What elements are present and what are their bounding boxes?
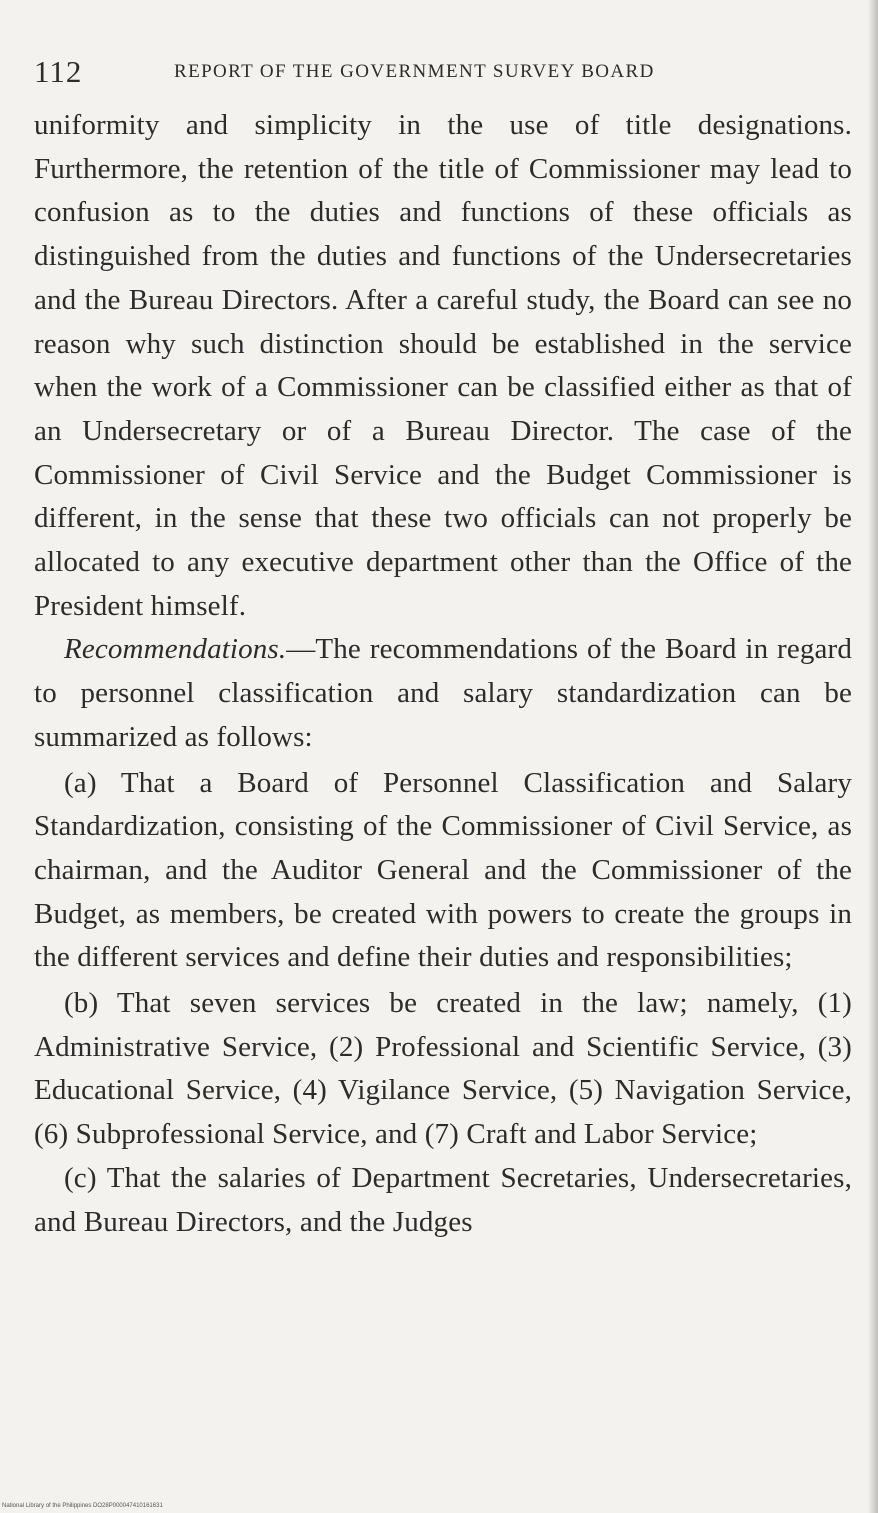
paragraph-recommendations-intro <box>34 628 852 759</box>
scan-footer-note: National Library of the Philippines DO28P000047410161631 <box>2 1503 163 1509</box>
running-head-title: REPORT OF THE GOVERNMENT SURVEY BOARD <box>174 61 655 82</box>
recommendation-c: (c) That the salaries of Department Secretaries, Undersecretaries, and Bureau Directors, and the Judges <box>34 1161 852 1238</box>
recommendation-a: (a) That a Board of Personnel Classification and Salary Standardization, consisting of the Commissioner of Civil Service, as chairman, and the Auditor General and the Commissioner of the Budget, as members, be created with powers to create the groups in the different services and define their duties and responsibilities; <box>34 766 852 974</box>
recommendation-b: (b) That seven services be created in the law; namely, (1) Administrative Service, (2) Professional and Scientific Service, (3) Educational Service, (4) Vigilance Service, (5) Navigation Service, (6) Subprofessional Service, and (7) Craft and Labor Service; <box>34 987 852 1151</box>
page-number: 112 <box>34 54 83 89</box>
body-text <box>34 104 852 1244</box>
paragraph-commissioner-title: uniformity and simplicity in the use of title designations. Furthermore, the retention of the title of Commissioner may lead to confusion as to the duties and functions of these officials as distinguished from the duties and functions of the Undersecretaries and the Bureau Directors. After a careful study, the Board can see no reason why such distinction should be established in the service when the work of a Commissioner can be classified either as that of an Undersecretary or of a Bureau Director. The case of the Commissioner of Civil Service and the Budget Commissioner is different, in the sense that these two officials can not properly be allocated to any executive department other than the Office of the President himself. <box>34 109 852 622</box>
recommendations-intro-text: —The recommendations of the Board in regard to personnel classification and salary standardization can be summarized as follows: <box>34 633 852 753</box>
running-head <box>34 52 844 92</box>
recommendations-heading: Recommendations. <box>64 633 287 666</box>
